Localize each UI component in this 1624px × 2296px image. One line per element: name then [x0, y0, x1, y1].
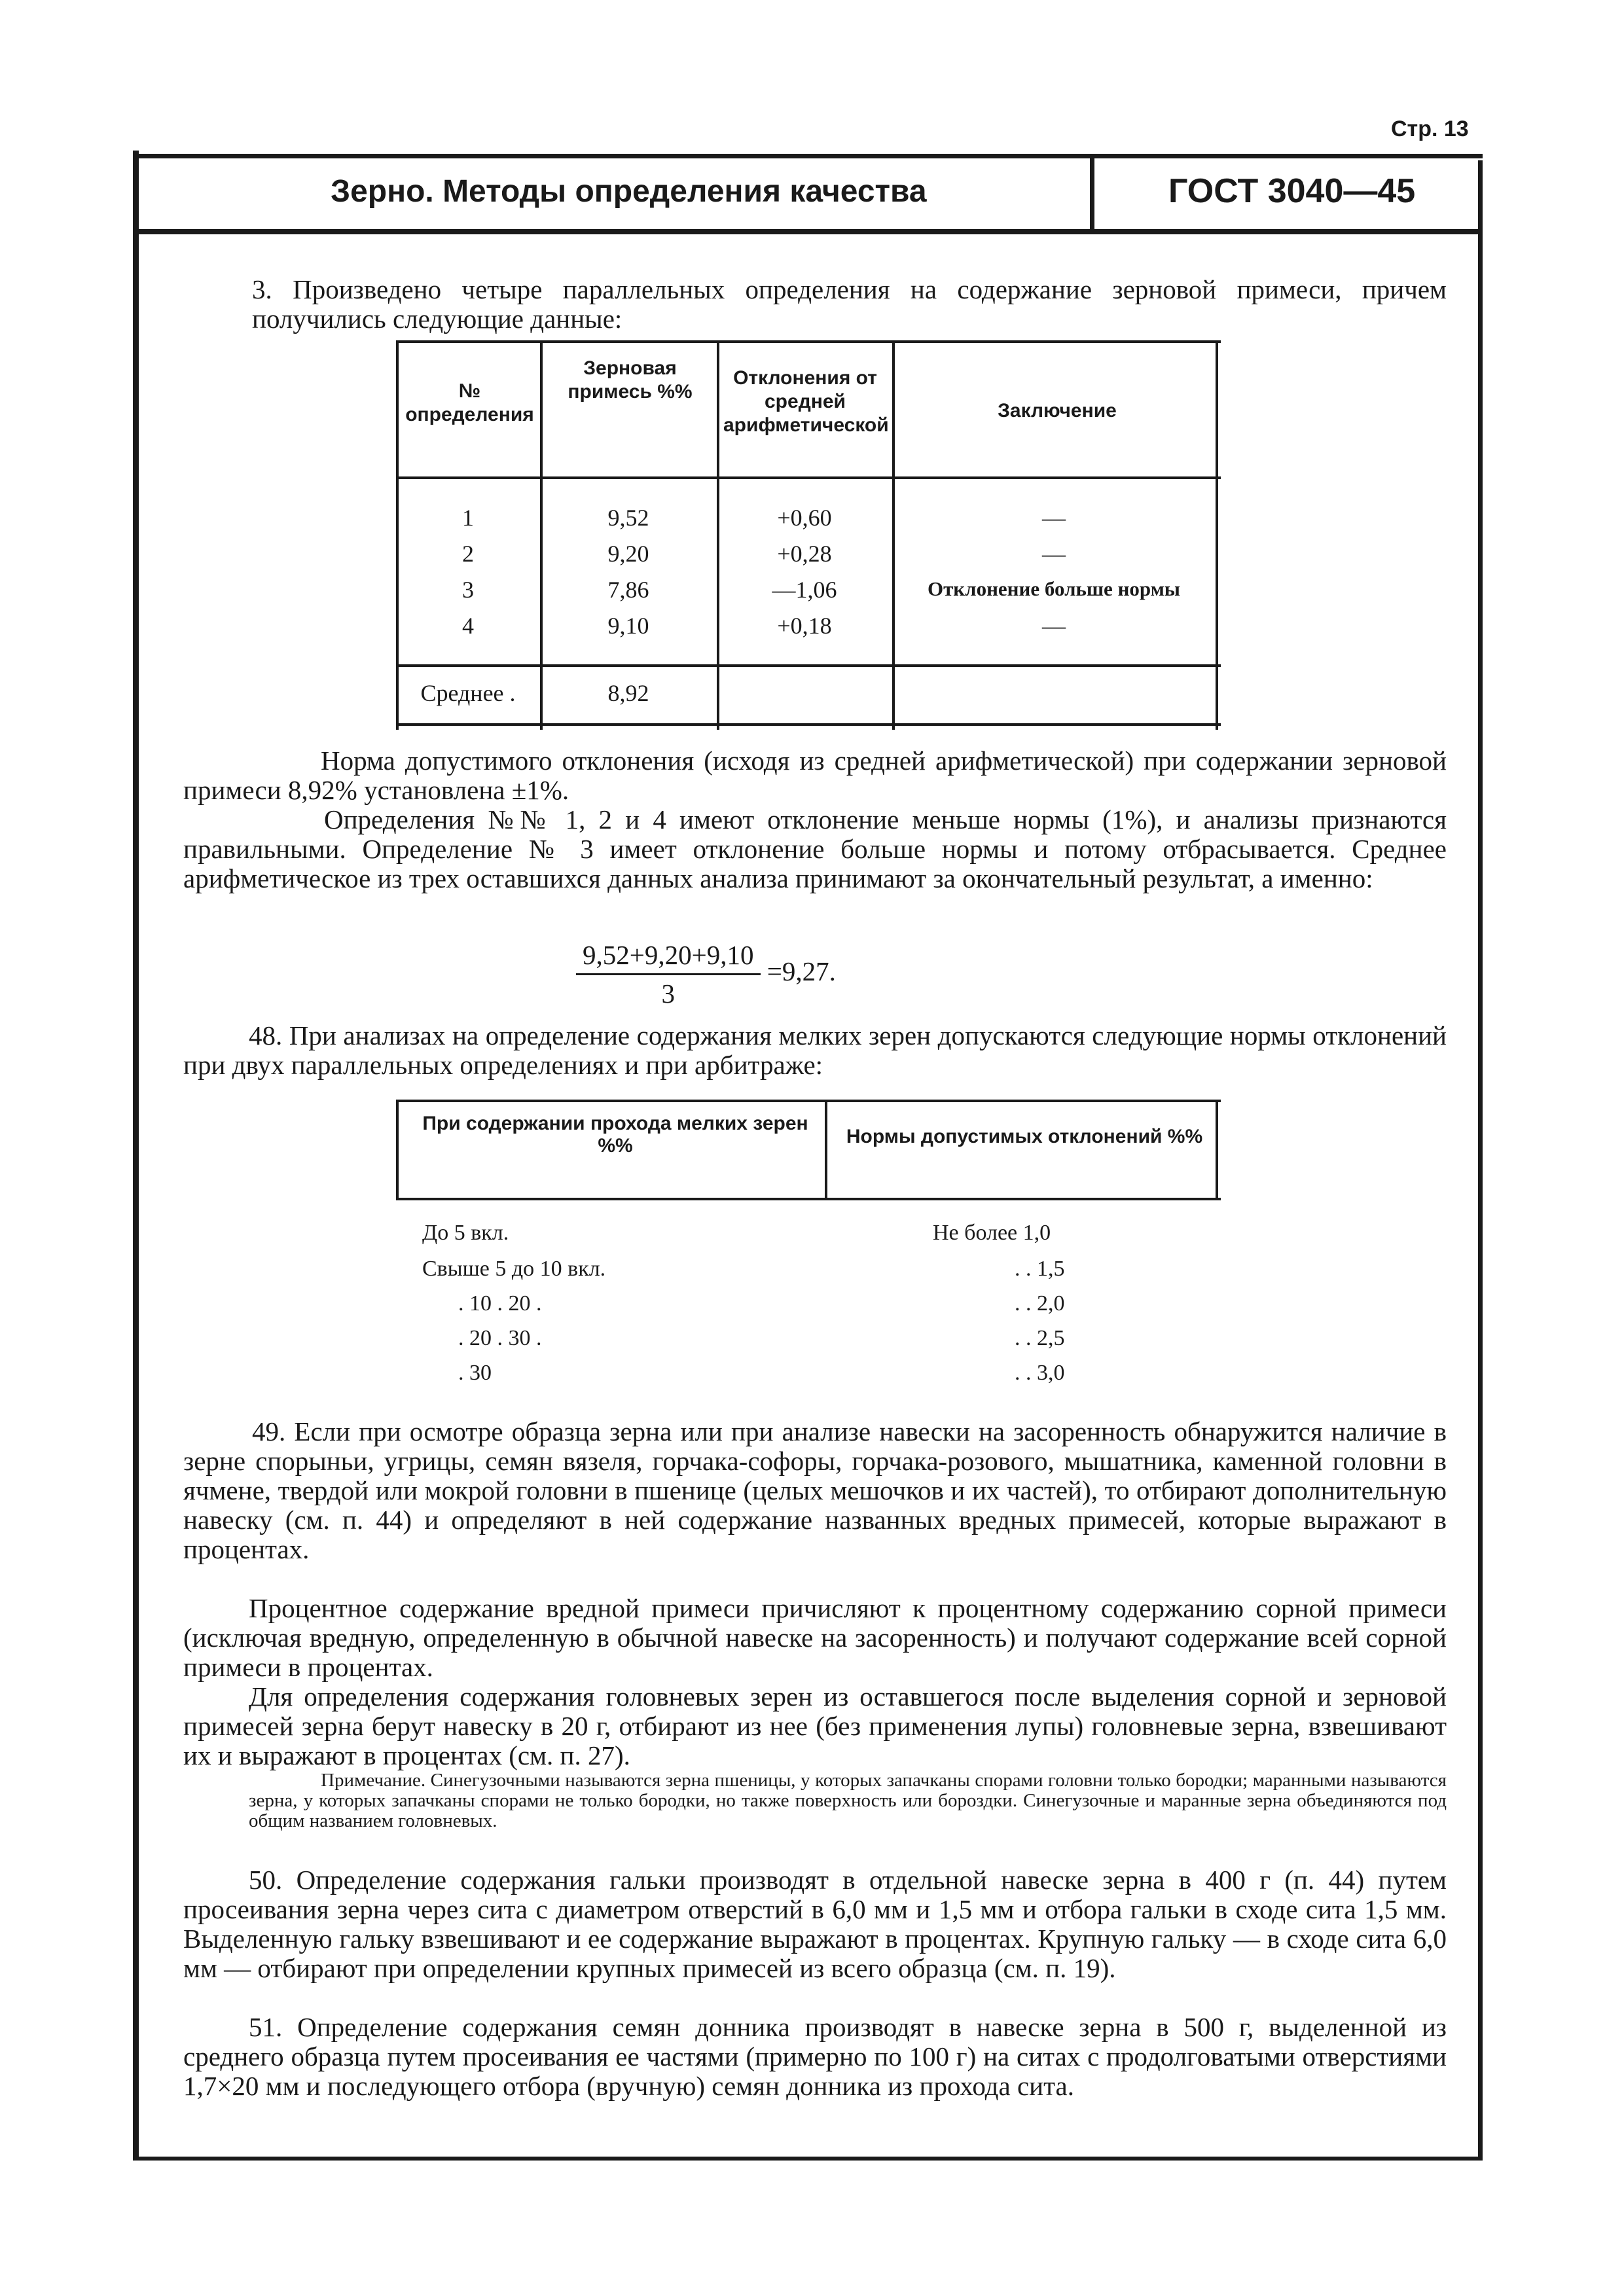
header-bottom-rule	[133, 229, 1483, 234]
table-rule	[717, 340, 719, 730]
table2-cell: . . 3,0	[1015, 1361, 1065, 1385]
section-49-smut: Для определения содержания головневых зерен из оставшегося после выделения сорной и зерновой примесей зерна берут навеску в 20 г, отбирают из нее (без применения лупы) головневые зерна, взвешивают их и выражают в процентах (см. п. 27).	[183, 1681, 1447, 1770]
table-cell: —	[1042, 505, 1066, 531]
bottom-rule	[133, 2157, 1483, 2161]
formula-numerator: 9,52+9,20+9,10	[576, 939, 761, 975]
table-cell: —	[1042, 613, 1066, 639]
table-header-impurity: Зерновая примесь %%	[568, 357, 693, 403]
formula-result: =9,27.	[767, 956, 836, 986]
table-cell: 9,20	[607, 541, 649, 567]
table2-cell: . 10 . 20 .	[458, 1291, 542, 1316]
header-title: Зерно. Методы определения качества	[331, 174, 927, 209]
table-cell: 9,52	[607, 505, 649, 531]
table-cell: 3	[462, 577, 474, 603]
table2-header-range: При содержании прохода мелких зерен %%	[422, 1113, 808, 1157]
header-gost-number: ГОСТ 3040—45	[1168, 172, 1416, 210]
section-50: 50. Определение содержания гальки производят в отдельной навеске зерна в 400 г (п. 44) путем просеивания зерна через сита с диаметром отверстий в 6,0 мм и 1,5 мм и отбора гальки в сходе сита 1,5 мм. Выделенную гальку взвешивают и ее содержание выражают в процентах. Крупную гальку — в сходе сита 6,0 мм — отбирают при определении крупных примесей из всего образца (см. п. 19).	[183, 1865, 1447, 1983]
table-cell: Отклонение больше нормы	[927, 577, 1181, 600]
table-cell: 9,10	[607, 613, 649, 639]
table-rule	[1216, 340, 1218, 730]
table-cell: —1,06	[772, 577, 837, 603]
section-51: 51. Определение содержания семян донника производят в навеске зерна в 500 г, выделенной из среднего образца путем просеивания ее частями (примерно по 100 г) на ситах с продолговатыми отверстиями 1,7×20 мм и последующего отбора (вручную) семян донника из прохода сита.	[183, 2012, 1447, 2101]
table-norms	[396, 1100, 1221, 1394]
table2-cell: . . 2,0	[1015, 1291, 1065, 1316]
table-rule	[396, 1100, 399, 1198]
table2-cell: Не более 1,0	[933, 1221, 1051, 1245]
table-rule	[396, 1198, 1221, 1200]
table-rule	[825, 1100, 827, 1198]
table2-cell: . . 2,5	[1015, 1326, 1065, 1350]
page-number: Стр. 13	[1391, 117, 1469, 141]
table-rule	[396, 340, 399, 730]
table2-cell: . 20 . 30 .	[458, 1326, 542, 1350]
norm-paragraph: Норма допустимого отклонения (исходя из средней арифметической) при содержании зерновой примеси 8,92% установлена ±1%.	[183, 745, 1447, 805]
table2-cell: . . 1,5	[1015, 1257, 1065, 1281]
table-header-conclusion: Заключение	[998, 400, 1117, 422]
header-top-rule	[133, 154, 1483, 158]
section-48: 48. При анализах на определение содержания мелких зерен допускаются следующие нормы отклонений при двух параллельных определениях и при арбитраже:	[183, 1020, 1447, 1080]
table-cell: 4	[462, 613, 474, 639]
formula	[576, 939, 836, 1009]
table2-cell: Свыше 5 до 10 вкл.	[422, 1257, 606, 1281]
section-49-note: Примечание. Синегузочными называются зерна пшеницы, у которых запачканы спорами головни только бородки; маранными называются зерна, у которых запачканы спорами не только бородки, но также поверхность или бороздки. Синегузочные и маранные зерна объединяются под общим названием головневых.	[249, 1770, 1447, 1831]
table-rule	[396, 476, 1221, 479]
header-divider	[1090, 157, 1094, 230]
table-rule	[1216, 1100, 1218, 1198]
table-cell: 1	[462, 505, 474, 531]
table-cell: —	[1042, 541, 1066, 567]
table-rule	[540, 340, 543, 730]
definitions-paragraph: Определения №№ 1, 2 и 4 имеют отклонение меньше нормы (1%), и анализы признаются правильными. Определение № 3 имеет отклонение больше нормы и потому отбрасывается. Среднее арифметическое из трех оставшихся данных анализа принимают за окончательный результат, а именно:	[183, 804, 1447, 893]
table-rule	[396, 664, 1221, 667]
frame-right-rule	[1478, 160, 1483, 2157]
frame-left-rule	[133, 151, 139, 2160]
section-49-percent: Процентное содержание вредной примеси причисляют к процентному содержанию сорной примеси (исключая вредную, определенную в обычной навеске на засоренность) и получают содержание всей сорной примеси в процентах.	[183, 1593, 1447, 1682]
table-cell: +0,18	[777, 613, 832, 639]
table-cell: 2	[462, 541, 474, 567]
table-rule	[892, 340, 895, 730]
table-avg-value: 8,92	[607, 680, 649, 706]
table-deviations	[396, 340, 1221, 730]
table-header-number: № определения	[405, 380, 534, 425]
table-avg-label: Среднее .	[420, 680, 516, 706]
example3-intro: 3. Произведено четыре параллельных определения на содержание зерновой примеси, причем получились следующие данные:	[252, 274, 1447, 334]
table-rule	[396, 340, 1221, 343]
table-cell: 7,86	[607, 577, 649, 603]
table2-cell: До 5 вкл.	[422, 1221, 509, 1245]
table-cell: +0,28	[777, 541, 832, 567]
table2-header-norms: Нормы допустимых отклонений %%	[846, 1126, 1203, 1147]
table2-cell: . 30	[458, 1361, 492, 1385]
table-rule	[396, 723, 1221, 726]
formula-denominator: 3	[661, 978, 675, 1009]
table-rule	[396, 1100, 1221, 1102]
table-header-deviation: Отклонения от средней арифметической	[723, 367, 889, 436]
section-49: 49. Если при осмотре образца зерна или при анализе навески на засоренность обнаружится наличие в зерне спорыньи, угрицы, семян вязеля, горчака-софоры, горчака-розового, мышатника, каменной головни в ячмене, твердой или мокрой головни в пшенице (целых мешочков и их частей), то отбирают дополнительную навеску (см. п. 44) и определяют в ней содержание названных вредных примесей, которые выражают в процентах.	[183, 1416, 1447, 1564]
table-cell: +0,60	[777, 505, 832, 531]
